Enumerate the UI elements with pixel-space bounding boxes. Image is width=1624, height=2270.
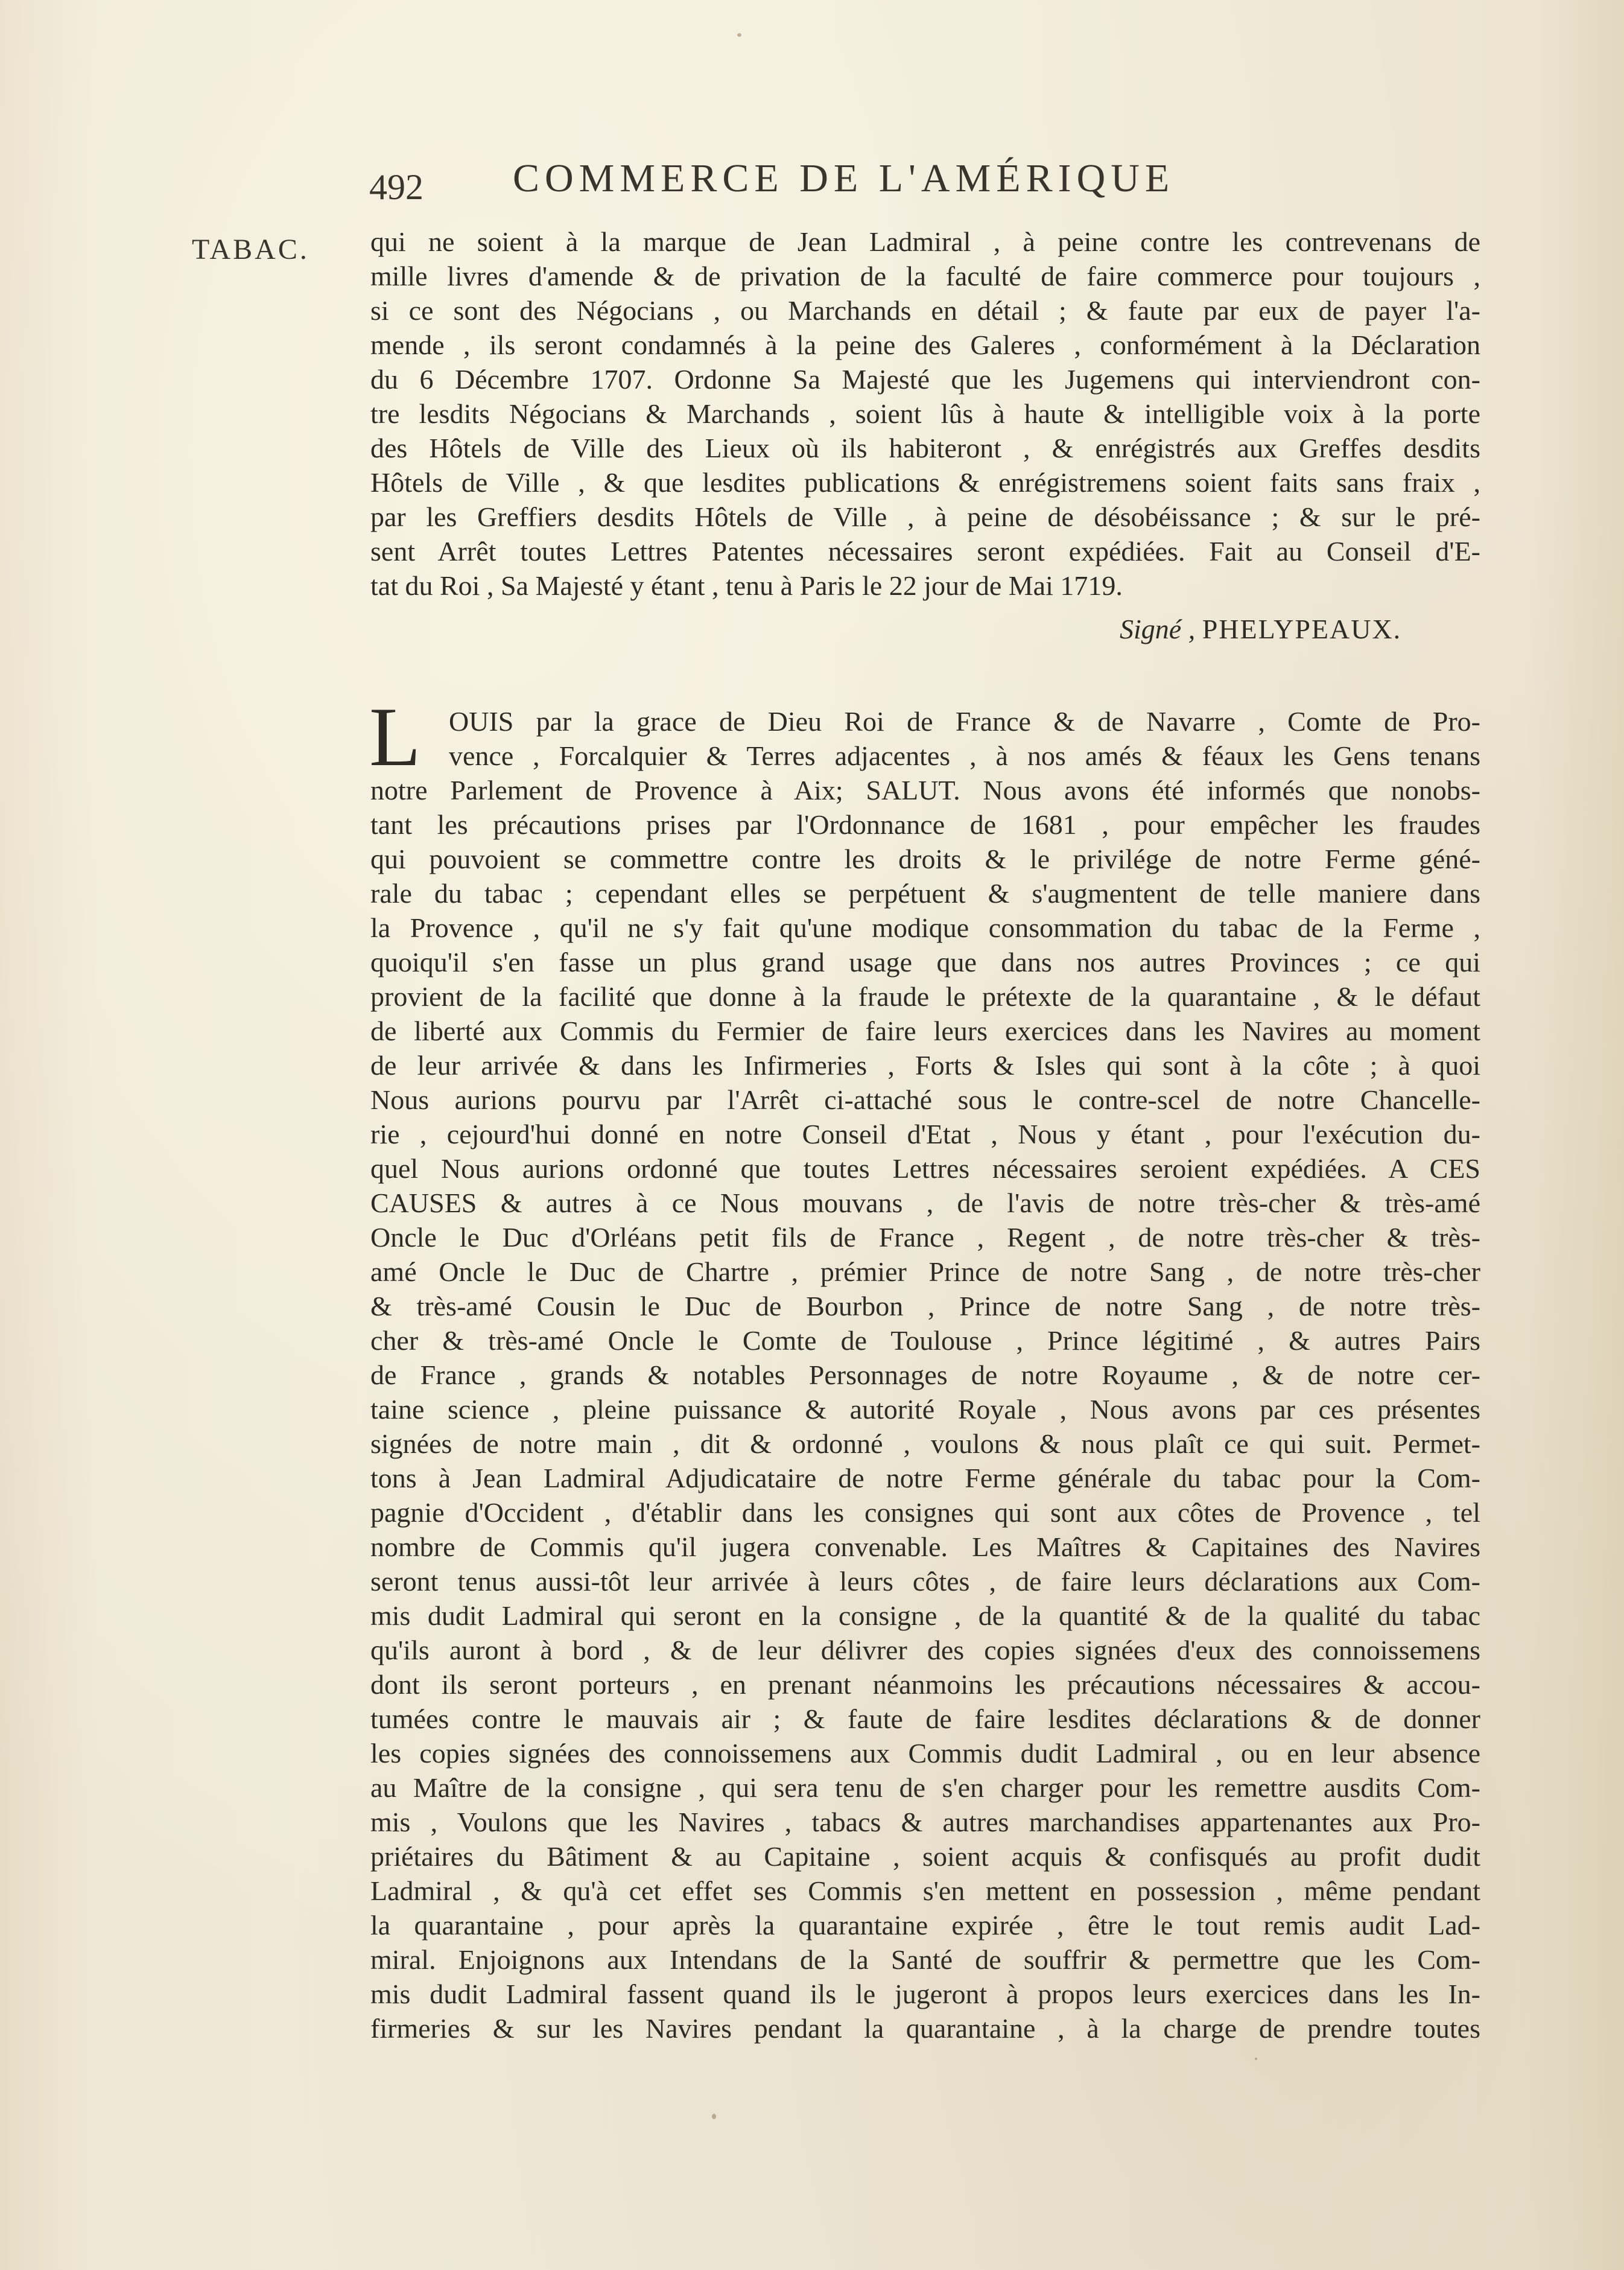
text-line: de liberté aux Commis du Fermier de faire leurs exercices dans les Navires au moment — [370, 1016, 1480, 1046]
text-line: des Hôtels de Ville des Lieux où ils habiteront , & enrégistrés aux Greffes desdits — [370, 433, 1480, 463]
text-line: provient de la facilité que donne à la fraude le prétexte de la quarantaine , & le défaut — [370, 981, 1480, 1012]
text-line: tre lesdits Négocians & Marchands , soient lûs à haute & intelligible voix à la porte — [370, 398, 1480, 429]
signature-label: Signé , — [1120, 614, 1196, 644]
page-number: 492 — [369, 167, 423, 207]
text-line: signées de notre main , dit & ordonné , voulons & nous plaît ce qui suit. Permet- — [370, 1428, 1480, 1459]
text-line: qui ne soient à la marque de Jean Ladmiral , à peine contre les contrevenans de — [370, 226, 1480, 257]
text-line: quel Nous aurions ordonné que toutes Lettres nécessaires seroient expédiées. A CES — [370, 1153, 1480, 1184]
text-line: cher & très-amé Oncle le Comte de Toulouse , Prince légitimé , & autres Pairs — [370, 1325, 1480, 1356]
text-line: quoiqu'il s'en fasse un plus grand usage que dans nos autres Provinces ; ce qui — [370, 947, 1480, 978]
ink-spot — [712, 2114, 716, 2119]
text-line: mis dudit Ladmiral fassent quand ils le jugeront à propos leurs exercices dans les In- — [370, 1979, 1480, 2009]
text-line: OUIS par la grace de Dieu Roi de France & de Navarre , Comte de Pro- — [449, 706, 1480, 737]
text-line: firmeries & sur les Navires pendant la quarantaine , à la charge de prendre toutes — [370, 2013, 1480, 2044]
text-line: du 6 Décembre 1707. Ordonne Sa Majesté que les Jugemens qui interviendront con- — [370, 364, 1480, 395]
signature — [1120, 613, 1401, 645]
text-line: priétaires du Bâtiment & au Capitaine , soient acquis & confisqués au profit dudit — [370, 1841, 1480, 1872]
signature-name: PHELYPEAUX. — [1202, 614, 1402, 644]
text-line: qui pouvoient se commettre contre les droits & le privilége de notre Ferme géné- — [370, 844, 1480, 874]
text-line: notre Parlement de Provence à Aix; SALUT. Nous avons été informés que nonobs- — [370, 775, 1480, 806]
text-line: mis dudit Ladmiral qui seront en la consigne , de la quantité & de la qualité du tabac — [370, 1600, 1480, 1631]
text-line: de leur arrivée & dans les Infirmeries , Forts & Isles qui sont à la côte ; à quoi — [370, 1050, 1480, 1081]
text-line: pagnie d'Occident , d'établir dans les consignes qui sont aux côtes de Provence , tel — [370, 1497, 1480, 1528]
text-line: & très-amé Cousin le Duc de Bourbon , Prince de notre Sang , de notre très- — [370, 1291, 1480, 1321]
text-line: tant les précautions prises par l'Ordonnance de 1681 , pour empêcher les fraudes — [370, 809, 1480, 840]
text-line: si ce sont des Négocians , ou Marchands en détail ; & faute par eux de payer l'a- — [370, 295, 1480, 326]
text-line: rale du tabac ; cependant elles se perpétuent & s'augmentent de telle maniere dans — [370, 878, 1480, 909]
letters-patent-paragraph — [370, 704, 1480, 2046]
text-line: Ladmiral , & qu'à cet effet ses Commis s'en mettent en possession , même pendant — [370, 1875, 1480, 1906]
text-line: mille livres d'amende & de privation de la faculté de faire commerce pour toujours , — [370, 261, 1480, 291]
margin-note: TABAC. — [192, 234, 309, 265]
text-line: tat du Roi , Sa Majesté y étant , tenu à Paris le 22 jour de Mai 1719. — [370, 570, 1123, 601]
text-line: mende , ils seront condamnés à la peine des Galeres , conformément à la Déclaration — [370, 329, 1480, 360]
text-line: CAUSES & autres à ce Nous mouvans , de l'avis de notre très-cher & très-amé — [370, 1187, 1480, 1218]
text-line: dont ils seront porteurs , en prenant néanmoins les précautions nécessaires & accou- — [370, 1669, 1480, 1700]
text-line: Nous aurions pourvu par l'Arrêt ci-attaché sous le contre-scel de notre Chancelle- — [370, 1084, 1480, 1115]
paragraph-continuation — [370, 224, 1480, 603]
text-line: tumées contre le mauvais air ; & faute de faire lesdites déclarations & de donner — [370, 1703, 1480, 1734]
drop-cap: L — [369, 690, 421, 784]
text-line: au Maître de la consigne , qui sera tenu de s'en charger pour les remettre ausdits Com- — [370, 1772, 1480, 1803]
text-line: amé Oncle le Duc de Chartre , prémier Prince de notre Sang , de notre très-cher — [370, 1256, 1480, 1287]
text-line: seront tenus aussi-tôt leur arrivée à leurs côtes , de faire leurs déclarations aux Com- — [370, 1566, 1480, 1597]
text-line: vence , Forcalquier & Terres adjacentes , à nos amés & féaux les Gens tenans — [449, 740, 1480, 771]
running-head: COMMERCE DE L'AMÉRIQUE — [513, 156, 1175, 200]
text-line: miral. Enjoignons aux Intendans de la Santé de souffrir & permettre que les Com- — [370, 1944, 1480, 1975]
ink-spot — [1255, 2058, 1257, 2060]
text-line: Oncle le Duc d'Orléans petit fils de France , Regent , de notre très-cher & très- — [370, 1222, 1480, 1253]
text-line: qu'ils auront à bord , & de leur délivrer des copies signées d'eux des connoissemens — [370, 1635, 1480, 1665]
text-line: mis , Voulons que les Navires , tabacs & autres marchandises appartenantes aux Pro- — [370, 1807, 1480, 1837]
text-line: la quarantaine , pour après la quarantaine expirée , être le tout remis audit Lad- — [370, 1910, 1480, 1941]
text-line: rie , cejourd'hui donné en notre Conseil d'Etat , Nous y étant , pour l'exécution du- — [370, 1119, 1480, 1149]
text-line: de France , grands & notables Personnages de notre Royaume , & de notre cer- — [370, 1359, 1480, 1390]
text-line: nombre de Commis qu'il jugera convenable. Les Maîtres & Capitaines des Navires — [370, 1531, 1480, 1562]
page-header — [0, 156, 1624, 216]
text-line: sent Arrêt toutes Lettres Patentes nécessaires seront expédiées. Fait au Conseil d'E- — [370, 536, 1480, 567]
text-line: Hôtels de Ville , & que lesdites publications & enrégistremens soient faits sans fraix , — [370, 467, 1480, 498]
text-line: taine science , pleine puissance & autorité Royale , Nous avons par ces présentes — [370, 1394, 1480, 1425]
text-line: par les Greffiers desdits Hôtels de Ville , à peine de désobéissance ; & sur le pré- — [370, 501, 1480, 532]
ink-spot — [737, 33, 741, 37]
text-line: tons à Jean Ladmiral Adjudicataire de notre Ferme générale du tabac pour la Com- — [370, 1463, 1480, 1493]
text-line: les copies signées des connoissemens aux Commis dudit Ladmiral , ou en leur absence — [370, 1738, 1480, 1769]
text-line: la Provence , qu'il ne s'y fait qu'une modique consommation du tabac de la Ferme , — [370, 912, 1480, 943]
